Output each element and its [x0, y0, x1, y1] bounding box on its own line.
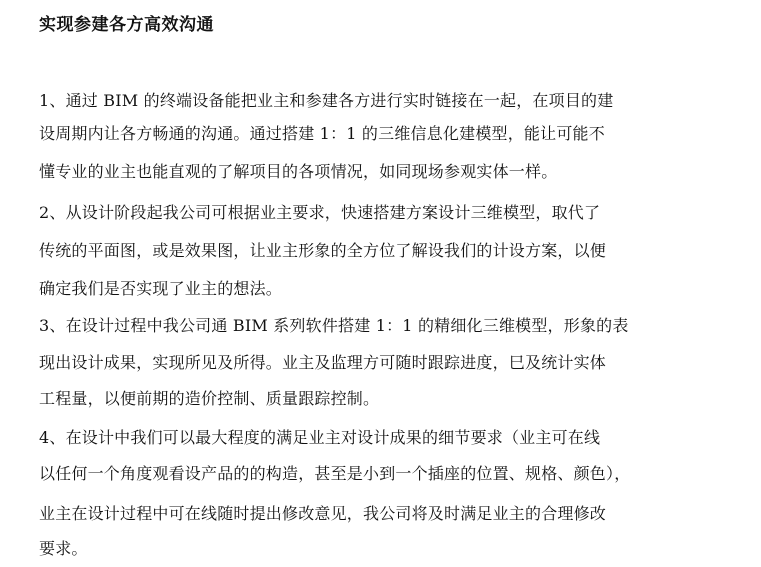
paragraph-1-line-1: 1、通过 BIM 的终端设备能把业主和参建各方进行实时链接在一起，在项目的建 — [39, 91, 614, 110]
paragraph-4-line-1: 4、在设计中我们可以最大程度的满足业主对设计成果的细节要求（业主可在线 — [39, 428, 601, 447]
section-heading: 实现参建各方高效沟通 — [39, 15, 214, 35]
paragraph-3-line-3: 工程量，以便前期的造价控制、质量跟踪控制。 — [39, 389, 380, 408]
paragraph-3-line-1: 3、在设计过程中我公司通 BIM 系列软件搭建 1：1 的精细化三维模型，形象的表 — [39, 316, 629, 335]
paragraph-2-line-2: 传统的平面图，或是效果图，让业主形象的全方位了解设我们的计设方案，以便 — [39, 241, 607, 260]
paragraph-1-line-3: 懂专业的业主也能直观的了解项目的各项情况，如同现场参观实体一样。 — [39, 162, 558, 181]
paragraph-1-line-2: 设周期内让各方畅通的沟通。通过搭建 1：1 的三维信息化建模型，能让可能不 — [39, 124, 605, 143]
paragraph-4-line-3: 业主在设计过程中可在线随时提出修改意见，我公司将及时满足业主的合理修改 — [39, 504, 607, 523]
paragraph-2-line-3: 确定我们是否实现了业主的想法。 — [39, 279, 283, 298]
paragraph-4-line-2: 以任何一个角度观看设产品的的构造，甚至是小到一个插座的位置、规格、颜色）， — [39, 464, 631, 483]
paragraph-4-line-4: 要求。 — [39, 539, 88, 558]
paragraph-3-line-2: 现出设计成果，实现所见及所得。业主及监理方可随时跟踪进度，巳及统计实体 — [39, 353, 607, 372]
paragraph-2-line-1: 2、从设计阶段起我公司可根据业主要求，快速搭建方案设计三维模型，取代了 — [39, 203, 601, 222]
